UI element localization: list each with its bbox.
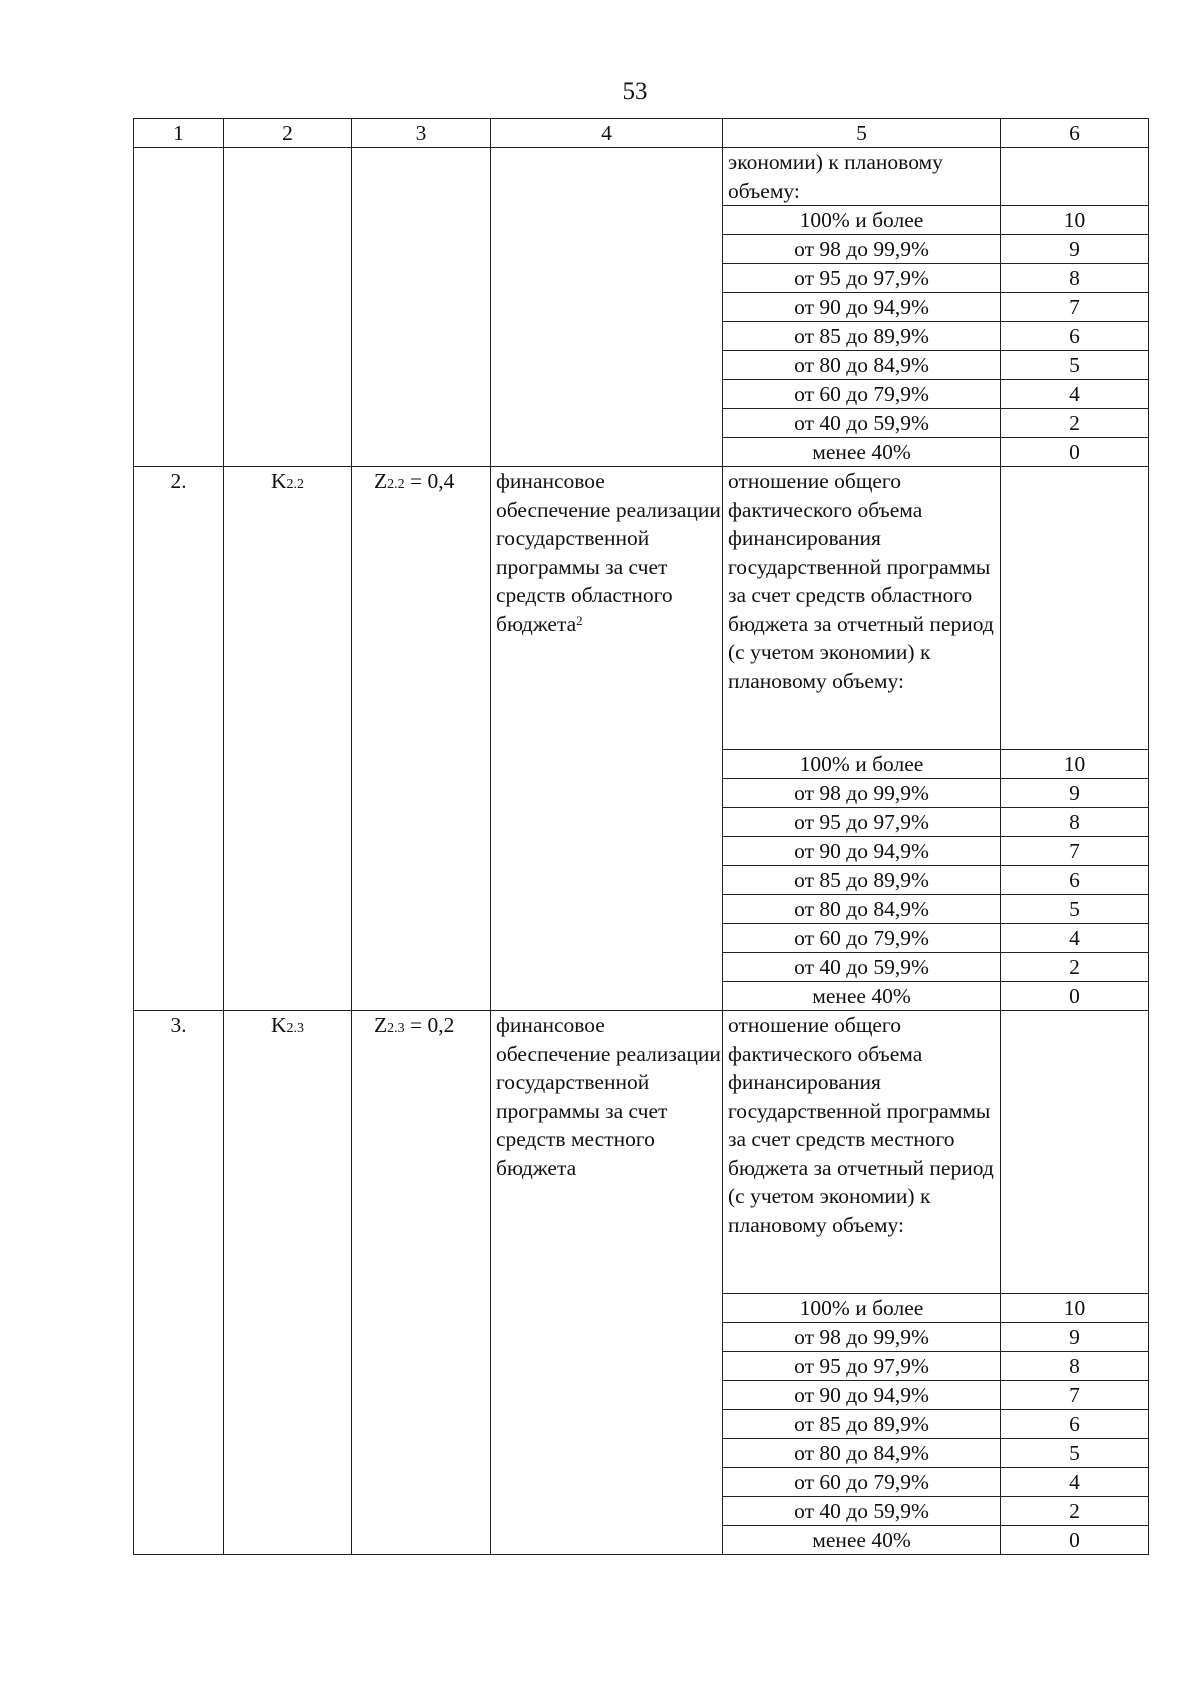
- scale-score-cell: 7: [1001, 293, 1149, 322]
- scale-score-cell: 6: [1001, 1410, 1149, 1439]
- table-group: [134, 467, 1149, 1011]
- scale-score-cell: 4: [1001, 1468, 1149, 1497]
- scale-range-cell: от 95 до 97,9%: [723, 264, 1001, 293]
- column-number: 2: [224, 119, 352, 148]
- page-number: 53: [622, 78, 648, 105]
- score-header-cell: [1001, 148, 1149, 206]
- scale-range-cell: от 95 до 97,9%: [723, 1352, 1001, 1381]
- scale-score-cell: 6: [1001, 866, 1149, 895]
- weight-subscript: 2.2: [387, 477, 405, 492]
- weight-subscript: 2.3: [387, 1021, 405, 1036]
- coefficient-subscript: 2.3: [286, 1021, 305, 1036]
- weight-cell: [352, 148, 491, 467]
- scale-range-cell: от 80 до 84,9%: [723, 1439, 1001, 1468]
- table-group: [134, 1011, 1149, 1555]
- criteria-table: [133, 118, 1149, 1555]
- column-number: 5: [723, 119, 1001, 148]
- scale-score-cell: 9: [1001, 779, 1149, 808]
- scale-range-cell: от 80 до 84,9%: [723, 351, 1001, 380]
- weight-value: = 0,2: [404, 1013, 455, 1037]
- table-group-continuation: [134, 148, 1149, 467]
- scale-score-cell: 5: [1001, 351, 1149, 380]
- scale-range-cell: от 98 до 99,9%: [723, 779, 1001, 808]
- scale-score-cell: 0: [1001, 1526, 1149, 1555]
- criterion-cell: экономии) к плановому объему:: [723, 148, 1001, 206]
- scale-range-cell: от 60 до 79,9%: [723, 380, 1001, 409]
- number-cell: [134, 148, 224, 467]
- scale-range-cell: от 60 до 79,9%: [723, 1468, 1001, 1497]
- weight-value: = 0,4: [404, 469, 455, 493]
- number-cell: 3.: [134, 1011, 224, 1555]
- scale-range-cell: 100% и более: [723, 1294, 1001, 1323]
- scale-score-cell: 8: [1001, 808, 1149, 837]
- scale-range-cell: менее 40%: [723, 982, 1001, 1011]
- scale-score-cell: 9: [1001, 235, 1149, 264]
- scale-range-cell: от 60 до 79,9%: [723, 924, 1001, 953]
- column-number: 6: [1001, 119, 1149, 148]
- table-row: [134, 148, 1149, 206]
- coefficient-base: K: [270, 469, 287, 493]
- scale-score-cell: 10: [1001, 1294, 1149, 1323]
- scale-range-cell: 100% и более: [723, 206, 1001, 235]
- score-header-cell: [1001, 1011, 1149, 1294]
- coefficient-cell: [224, 467, 352, 1011]
- scale-range-cell: от 85 до 89,9%: [723, 866, 1001, 895]
- scale-range-cell: от 40 до 59,9%: [723, 953, 1001, 982]
- indicator-cell: [491, 467, 723, 1011]
- scale-range-cell: 100% и более: [723, 750, 1001, 779]
- coefficient-subscript: 2.2: [286, 477, 305, 492]
- scale-range-cell: от 98 до 99,9%: [723, 1323, 1001, 1352]
- coefficient-cell: [224, 1011, 352, 1555]
- table-row: [134, 1011, 1149, 1294]
- weight-cell: [352, 467, 491, 1011]
- scale-range-cell: от 80 до 84,9%: [723, 895, 1001, 924]
- scale-range-cell: от 98 до 99,9%: [723, 235, 1001, 264]
- scale-score-cell: 6: [1001, 322, 1149, 351]
- scale-score-cell: 10: [1001, 750, 1149, 779]
- scale-score-cell: 9: [1001, 1323, 1149, 1352]
- scale-score-cell: 7: [1001, 1381, 1149, 1410]
- scale-score-cell: 10: [1001, 206, 1149, 235]
- scale-score-cell: 2: [1001, 953, 1149, 982]
- scale-range-cell: от 40 до 59,9%: [723, 409, 1001, 438]
- scale-range-cell: от 90 до 94,9%: [723, 1381, 1001, 1410]
- indicator-text: финансовое обеспечение реализации государственной программы за счет средств областного бюджета: [496, 469, 721, 636]
- scale-range-cell: от 90 до 94,9%: [723, 837, 1001, 866]
- table-row: [134, 467, 1149, 750]
- criterion-cell: отношение общего фактического объема финансирования государственной программы за счет средств местного бюджета за отчетный период (с учетом экономии) к плановому объему:: [723, 1011, 1001, 1294]
- criterion-cell: отношение общего фактического объема финансирования государственной программы за счет средств областного бюджета за отчетный период (с учетом экономии) к плановому объему:: [723, 467, 1001, 750]
- scale-range-cell: от 90 до 94,9%: [723, 293, 1001, 322]
- score-header-cell: [1001, 467, 1149, 750]
- indicator-cell: [491, 148, 723, 467]
- weight-cell: [352, 1011, 491, 1555]
- indicator-text: финансовое обеспечение реализации государственной программы за счет средств местного бюджета: [496, 1013, 721, 1180]
- scale-score-cell: 2: [1001, 1497, 1149, 1526]
- scale-score-cell: 2: [1001, 409, 1149, 438]
- scale-score-cell: 7: [1001, 837, 1149, 866]
- scale-score-cell: 0: [1001, 438, 1149, 467]
- scale-range-cell: от 85 до 89,9%: [723, 1410, 1001, 1439]
- scale-range-cell: менее 40%: [723, 438, 1001, 467]
- scale-score-cell: 8: [1001, 264, 1149, 293]
- column-number: 3: [352, 119, 491, 148]
- scale-range-cell: от 95 до 97,9%: [723, 808, 1001, 837]
- footnote-mark: 2: [576, 612, 583, 628]
- column-number: 4: [491, 119, 723, 148]
- scale-score-cell: 8: [1001, 1352, 1149, 1381]
- column-number: 1: [134, 119, 224, 148]
- coefficient-base: K: [270, 1013, 287, 1037]
- number-cell: 2.: [134, 467, 224, 1011]
- weight-base: Z: [374, 1013, 388, 1037]
- scale-score-cell: 0: [1001, 982, 1149, 1011]
- table-header-row: [134, 119, 1149, 148]
- scale-score-cell: 4: [1001, 924, 1149, 953]
- scale-range-cell: менее 40%: [723, 1526, 1001, 1555]
- weight-base: Z: [374, 469, 388, 493]
- indicator-cell: [491, 1011, 723, 1555]
- scale-range-cell: от 40 до 59,9%: [723, 1497, 1001, 1526]
- coefficient-cell: [224, 148, 352, 467]
- scale-score-cell: 5: [1001, 1439, 1149, 1468]
- scale-range-cell: от 85 до 89,9%: [723, 322, 1001, 351]
- scale-score-cell: 5: [1001, 895, 1149, 924]
- scale-score-cell: 4: [1001, 380, 1149, 409]
